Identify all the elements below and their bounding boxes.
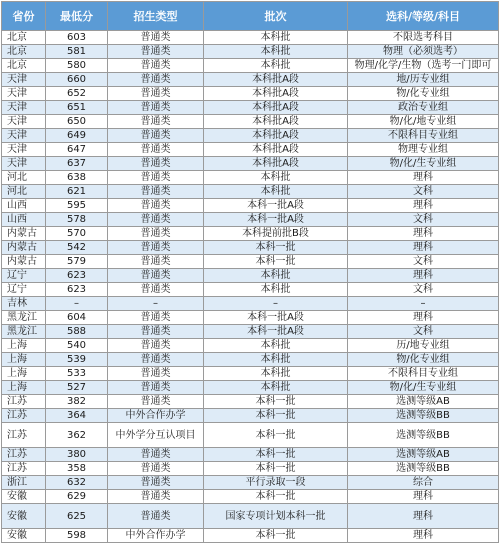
cell-min-score: 580 <box>46 59 108 73</box>
cell-batch: 本科批 <box>204 283 348 297</box>
table-row <box>2 241 499 255</box>
cell-enroll-type: 普通类 <box>108 129 204 143</box>
cell-enroll-type: 普通类 <box>108 353 204 367</box>
cell-min-score: 382 <box>46 395 108 409</box>
cell-batch: 本科批 <box>204 269 348 283</box>
cell-subject: 物/化专业组 <box>348 87 499 101</box>
cell-province: 上海 <box>2 339 46 353</box>
table-row <box>2 325 499 339</box>
cell-min-score: 542 <box>46 241 108 255</box>
cell-enroll-type: 普通类 <box>108 462 204 476</box>
cell-province: 安徽 <box>2 490 46 504</box>
cell-subject: 选测等级AB <box>348 448 499 462</box>
cell-batch: 本科一批A段 <box>204 199 348 213</box>
cell-subject: 不限科目专业组 <box>348 367 499 381</box>
cell-province: 黑龙江 <box>2 311 46 325</box>
cell-batch: 本科一批 <box>204 462 348 476</box>
cell-province: 河北 <box>2 171 46 185</box>
cell-enroll-type: 普通类 <box>108 45 204 59</box>
cell-enroll-type: 普通类 <box>108 395 204 409</box>
cell-batch: 平行录取一段 <box>204 476 348 490</box>
cell-batch: 本科批A段 <box>204 101 348 115</box>
cell-province: 江苏 <box>2 423 46 448</box>
cell-min-score: 533 <box>46 367 108 381</box>
cell-subject: 不限科目专业组 <box>348 129 499 143</box>
cell-province: 辽宁 <box>2 269 46 283</box>
table-row <box>2 448 499 462</box>
cell-min-score: 539 <box>46 353 108 367</box>
table-row <box>2 529 499 543</box>
cell-min-score: 527 <box>46 381 108 395</box>
cell-batch: 本科一批 <box>204 395 348 409</box>
cell-subject: 物/化/地专业组 <box>348 115 499 129</box>
cell-batch: 本科批A段 <box>204 157 348 171</box>
cell-enroll-type: 普通类 <box>108 311 204 325</box>
cell-province: 辽宁 <box>2 283 46 297</box>
table-row <box>2 157 499 171</box>
cell-min-score: 578 <box>46 213 108 227</box>
cell-min-score: 570 <box>46 227 108 241</box>
cell-subject: 物/化专业组 <box>348 353 499 367</box>
table-row <box>2 213 499 227</box>
cell-enroll-type: – <box>108 297 204 311</box>
cell-enroll-type: 普通类 <box>108 73 204 87</box>
cell-enroll-type: 普通类 <box>108 199 204 213</box>
cell-batch: 本科一批A段 <box>204 311 348 325</box>
cell-province: 上海 <box>2 353 46 367</box>
cell-province: 天津 <box>2 87 46 101</box>
cell-subject: 综合 <box>348 476 499 490</box>
cell-enroll-type: 普通类 <box>108 59 204 73</box>
table-row <box>2 129 499 143</box>
cell-subject: 不限选考科目 <box>348 31 499 45</box>
cell-enroll-type: 普通类 <box>108 31 204 45</box>
cell-subject: 政治专业组 <box>348 101 499 115</box>
header-row <box>2 2 499 31</box>
cell-subject: 理科 <box>348 199 499 213</box>
cell-batch: 本科一批 <box>204 529 348 543</box>
cell-enroll-type: 普通类 <box>108 504 204 529</box>
cell-min-score: 588 <box>46 325 108 339</box>
cell-min-score: – <box>46 297 108 311</box>
cell-province: 安徽 <box>2 504 46 529</box>
table-row <box>2 297 499 311</box>
cell-batch: 本科批 <box>204 45 348 59</box>
cell-subject: 物理专业组 <box>348 143 499 157</box>
cell-enroll-type: 普通类 <box>108 227 204 241</box>
cell-province: 天津 <box>2 129 46 143</box>
table-body <box>2 31 499 543</box>
score-table-container <box>1 1 498 543</box>
cell-subject: 理科 <box>348 490 499 504</box>
table-row <box>2 504 499 529</box>
cell-subject: 历/地专业组 <box>348 339 499 353</box>
cell-batch: 本科一批 <box>204 409 348 423</box>
cell-enroll-type: 普通类 <box>108 213 204 227</box>
cell-min-score: 651 <box>46 101 108 115</box>
table-row <box>2 283 499 297</box>
table-row <box>2 115 499 129</box>
cell-min-score: 632 <box>46 476 108 490</box>
cell-batch: 本科一批 <box>204 423 348 448</box>
cell-enroll-type: 普通类 <box>108 101 204 115</box>
cell-province: 江苏 <box>2 462 46 476</box>
header-enroll-type: 招生类型 <box>108 2 204 31</box>
table-row <box>2 227 499 241</box>
table-row <box>2 395 499 409</box>
cell-province: 浙江 <box>2 476 46 490</box>
table-row <box>2 367 499 381</box>
cell-batch: 本科批 <box>204 59 348 73</box>
table-row <box>2 171 499 185</box>
cell-enroll-type: 普通类 <box>108 367 204 381</box>
cell-min-score: 595 <box>46 199 108 213</box>
cell-min-score: 362 <box>46 423 108 448</box>
cell-batch: 本科一批 <box>204 448 348 462</box>
cell-province: 天津 <box>2 101 46 115</box>
cell-batch: 本科批 <box>204 31 348 45</box>
cell-enroll-type: 中外合作办学 <box>108 529 204 543</box>
cell-batch: 本科批A段 <box>204 87 348 101</box>
cell-province: 江苏 <box>2 409 46 423</box>
cell-batch: – <box>204 297 348 311</box>
cell-subject: 物理（必须选考） <box>348 45 499 59</box>
cell-enroll-type: 普通类 <box>108 87 204 101</box>
cell-subject: 文科 <box>348 255 499 269</box>
cell-enroll-type: 普通类 <box>108 490 204 504</box>
cell-province: 山西 <box>2 199 46 213</box>
cell-subject: 理科 <box>348 529 499 543</box>
table-row <box>2 31 499 45</box>
cell-subject: 物/化/生专业组 <box>348 381 499 395</box>
table-row <box>2 462 499 476</box>
cell-batch: 本科批 <box>204 367 348 381</box>
cell-enroll-type: 普通类 <box>108 448 204 462</box>
cell-enroll-type: 普通类 <box>108 339 204 353</box>
table-row <box>2 255 499 269</box>
cell-min-score: 621 <box>46 185 108 199</box>
cell-enroll-type: 中外学分互认项目 <box>108 423 204 448</box>
cell-batch: 本科批 <box>204 381 348 395</box>
header-subject: 选科/等级/科目 <box>348 2 499 31</box>
table-row <box>2 353 499 367</box>
cell-subject: 文科 <box>348 325 499 339</box>
cell-province: 上海 <box>2 381 46 395</box>
cell-subject: 选测等级BB <box>348 423 499 448</box>
table-row <box>2 87 499 101</box>
cell-min-score: 660 <box>46 73 108 87</box>
cell-subject: 文科 <box>348 213 499 227</box>
cell-subject: 选测等级AB <box>348 395 499 409</box>
cell-batch: 本科批A段 <box>204 115 348 129</box>
cell-batch: 本科一批A段 <box>204 325 348 339</box>
cell-province: 天津 <box>2 73 46 87</box>
table-row <box>2 143 499 157</box>
cell-province: 江苏 <box>2 448 46 462</box>
cell-province: 河北 <box>2 185 46 199</box>
cell-enroll-type: 普通类 <box>108 255 204 269</box>
cell-enroll-type: 普通类 <box>108 143 204 157</box>
cell-batch: 本科一批 <box>204 255 348 269</box>
cell-batch: 本科批 <box>204 339 348 353</box>
cell-subject: 物理/化学/生物（选考一门即可 <box>348 59 499 73</box>
cell-enroll-type: 普通类 <box>108 381 204 395</box>
cell-min-score: 364 <box>46 409 108 423</box>
cell-min-score: 637 <box>46 157 108 171</box>
table-row <box>2 339 499 353</box>
cell-batch: 国家专项计划本科一批 <box>204 504 348 529</box>
cell-subject: – <box>348 297 499 311</box>
table-row <box>2 409 499 423</box>
cell-province: 天津 <box>2 157 46 171</box>
cell-province: 吉林 <box>2 297 46 311</box>
header-min-score: 最低分 <box>46 2 108 31</box>
cell-min-score: 625 <box>46 504 108 529</box>
table-row <box>2 381 499 395</box>
cell-subject: 理科 <box>348 171 499 185</box>
cell-enroll-type: 普通类 <box>108 171 204 185</box>
cell-enroll-type: 中外合作办学 <box>108 409 204 423</box>
cell-subject: 理科 <box>348 311 499 325</box>
cell-batch: 本科批 <box>204 353 348 367</box>
table-row <box>2 73 499 87</box>
cell-province: 天津 <box>2 115 46 129</box>
cell-min-score: 380 <box>46 448 108 462</box>
cell-min-score: 604 <box>46 311 108 325</box>
cell-min-score: 581 <box>46 45 108 59</box>
cell-batch: 本科批 <box>204 185 348 199</box>
header-province: 省份 <box>2 2 46 31</box>
table-row <box>2 101 499 115</box>
cell-province: 江苏 <box>2 395 46 409</box>
cell-min-score: 540 <box>46 339 108 353</box>
cell-min-score: 629 <box>46 490 108 504</box>
cell-batch: 本科一批 <box>204 490 348 504</box>
cell-subject: 理科 <box>348 227 499 241</box>
table-row <box>2 311 499 325</box>
cell-enroll-type: 普通类 <box>108 476 204 490</box>
header-batch: 批次 <box>204 2 348 31</box>
table-row <box>2 59 499 73</box>
cell-province: 内蒙古 <box>2 227 46 241</box>
cell-min-score: 638 <box>46 171 108 185</box>
cell-province: 安徽 <box>2 529 46 543</box>
cell-enroll-type: 普通类 <box>108 269 204 283</box>
cell-enroll-type: 普通类 <box>108 185 204 199</box>
cell-min-score: 603 <box>46 31 108 45</box>
cell-subject: 理科 <box>348 269 499 283</box>
cell-batch: 本科一批 <box>204 241 348 255</box>
cell-enroll-type: 普通类 <box>108 241 204 255</box>
table-row <box>2 185 499 199</box>
cell-subject: 选测等级BB <box>348 462 499 476</box>
cell-batch: 本科提前批B段 <box>204 227 348 241</box>
cell-batch: 本科批A段 <box>204 143 348 157</box>
cell-province: 北京 <box>2 31 46 45</box>
cell-min-score: 652 <box>46 87 108 101</box>
cell-subject: 选测等级BB <box>348 409 499 423</box>
table-row <box>2 45 499 59</box>
cell-enroll-type: 普通类 <box>108 115 204 129</box>
cell-province: 内蒙古 <box>2 255 46 269</box>
cell-subject: 理科 <box>348 504 499 529</box>
cell-province: 山西 <box>2 213 46 227</box>
cell-batch: 本科一批A段 <box>204 213 348 227</box>
table-row <box>2 199 499 213</box>
cell-min-score: 358 <box>46 462 108 476</box>
cell-subject: 地/历专业组 <box>348 73 499 87</box>
cell-batch: 本科批 <box>204 171 348 185</box>
cell-subject: 理科 <box>348 241 499 255</box>
cell-province: 上海 <box>2 367 46 381</box>
cell-province: 北京 <box>2 59 46 73</box>
table-row <box>2 476 499 490</box>
cell-subject: 物/化/生专业组 <box>348 157 499 171</box>
cell-min-score: 598 <box>46 529 108 543</box>
cell-subject: 文科 <box>348 283 499 297</box>
table-row <box>2 423 499 448</box>
cell-min-score: 623 <box>46 269 108 283</box>
cell-province: 北京 <box>2 45 46 59</box>
cell-min-score: 649 <box>46 129 108 143</box>
table-header <box>2 2 499 31</box>
cell-min-score: 647 <box>46 143 108 157</box>
cell-batch: 本科批A段 <box>204 73 348 87</box>
cell-min-score: 650 <box>46 115 108 129</box>
cell-enroll-type: 普通类 <box>108 283 204 297</box>
cell-province: 黑龙江 <box>2 325 46 339</box>
cell-province: 天津 <box>2 143 46 157</box>
cell-enroll-type: 普通类 <box>108 325 204 339</box>
cell-province: 内蒙古 <box>2 241 46 255</box>
table-row <box>2 490 499 504</box>
admission-score-table <box>1 1 499 543</box>
cell-min-score: 579 <box>46 255 108 269</box>
cell-enroll-type: 普通类 <box>108 157 204 171</box>
table-row <box>2 269 499 283</box>
cell-subject: 文科 <box>348 185 499 199</box>
cell-batch: 本科批A段 <box>204 129 348 143</box>
cell-min-score: 623 <box>46 283 108 297</box>
